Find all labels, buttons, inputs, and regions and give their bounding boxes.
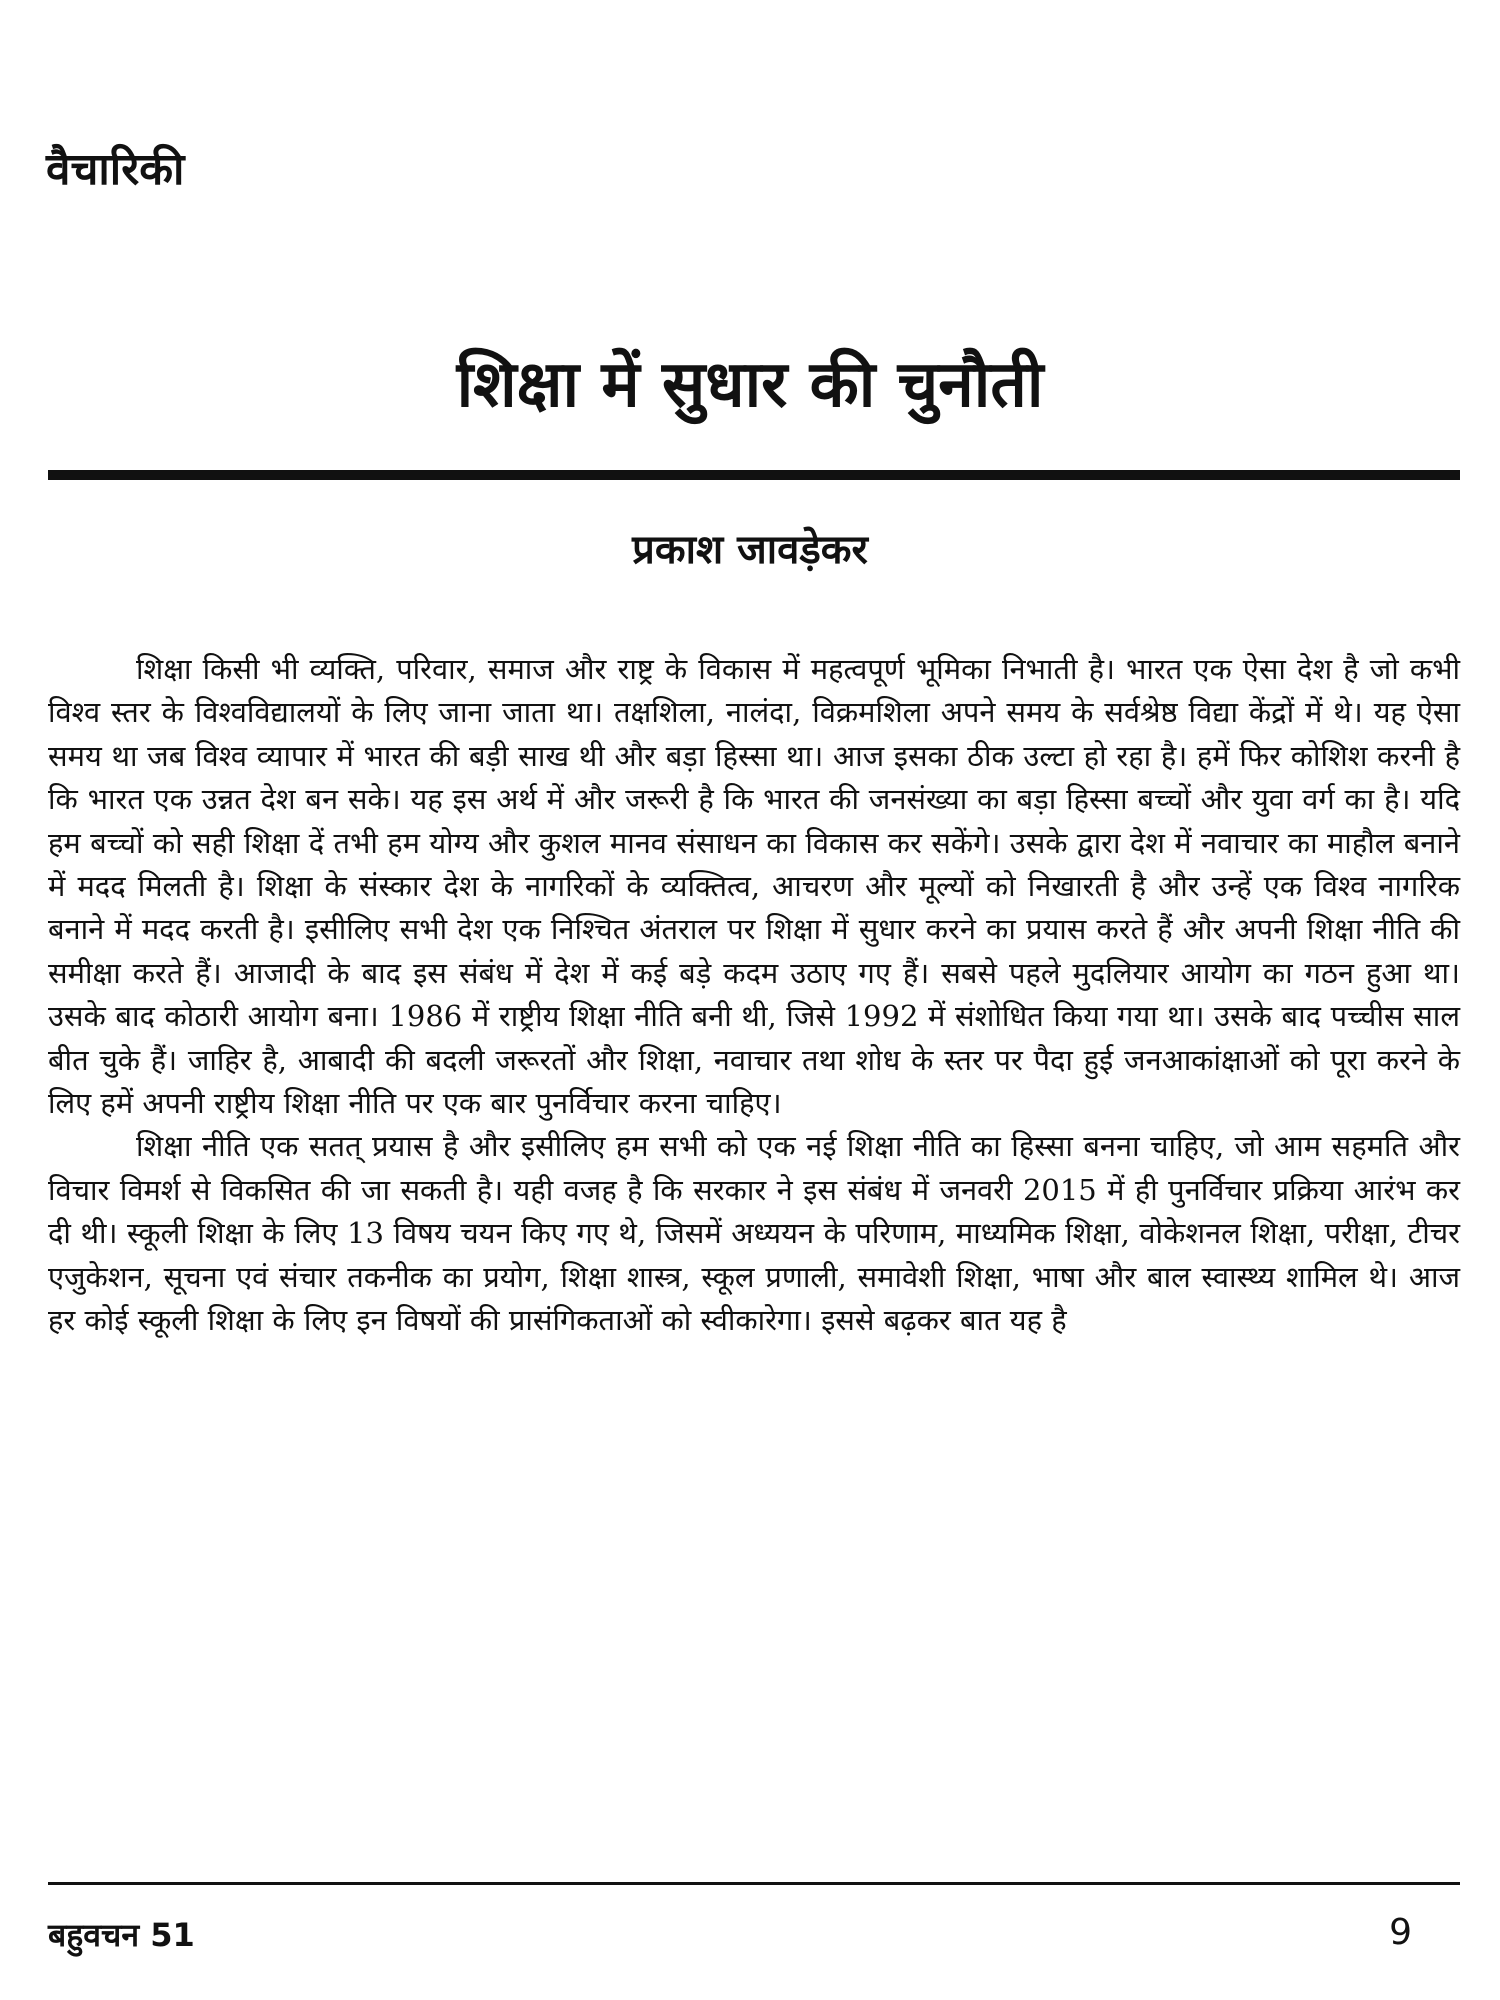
footer-divider [48,1882,1460,1885]
page-number: 9 [1389,1912,1412,1953]
title-divider [48,470,1460,480]
journal-issue: बहुवचन 51 [48,1916,195,1954]
article-author: प्रकाश जावड़ेकर [632,527,868,573]
article-body [48,648,1460,1343]
article-title: शिक्षा में सुधार की चुनौती [456,348,1044,422]
section-label: वैचारिकी [46,144,185,195]
body-paragraph: शिक्षा किसी भी व्यक्ति, परिवार, समाज और राष्ट्र के विकास में महत्वपूर्ण भूमिका निभाती है। भारत एक ऐसा देश है जो कभी विश्व स्तर के विश्वविद्यालयों के लिए जाना जाता था। तक्षशिला, नालंदा, विक्रमशिला अपने समय के सर्वश्रेष्ठ विद्या केंद्रों में थे। यह ऐसा समय था जब विश्व व्यापार में भारत की बड़ी साख थी और बड़ा हिस्सा था। आज इसका ठीक उल्टा हो रहा है। हमें फिर कोशिश करनी है कि भारत एक उन्नत देश बन सके। यह इस अर्थ में और जरूरी है कि भारत की जनसंख्या का बड़ा हिस्सा बच्चों और युवा वर्ग का है। यदि हम बच्चों को सही शिक्षा दें तभी हम योग्य और कुशल मानव संसाधन का विकास कर सकेंगे। उसके द्वारा देश में नवाचार का माहौल बनाने में मदद मिलती है। शिक्षा के संस्कार देश के नागरिकों के व्यक्तित्व, आचरण और मूल्यों को निखारती है और उन्हें एक विश्व नागरिक बनाने में मदद करती है। इसीलिए सभी देश एक निश्चित अंतराल पर शिक्षा में सुधार करने का प्रयास करते हैं और अपनी शिक्षा नीति की समीक्षा करते हैं। आजादी के बाद इस संबंध में देश में कई बड़े कदम उठाए गए हैं। सबसे पहले मुदलियार आयोग का गठन हुआ था। उसके बाद कोठारी आयोग बना। 1986 में राष्ट्रीय शिक्षा नीति बनी थी, जिसे 1992 में संशोधित किया गया था। उसके बाद पच्चीस साल बीत चुके हैं। जाहिर है, आबादी की बदली जरूरतों और शिक्षा, नवाचार तथा शोध के स्तर पर पैदा हुई जनआकांक्षाओं को पूरा करने के लिए हमें अपनी राष्ट्रीय शिक्षा नीति पर एक बार पुनर्विचार करना चाहिए। [48,652,1460,1121]
body-paragraph: शिक्षा नीति एक सतत् प्रयास है और इसीलिए हम सभी को एक नई शिक्षा नीति का हिस्सा बनना चाहिए, जो आम सहमति और विचार विमर्श से विकसित की जा सकती है। यही वजह है कि सरकार ने इस संबंध में जनवरी 2015 में ही पुनर्विचार प्रक्रिया आरंभ कर दी थी। स्कूली शिक्षा के लिए 13 विषय चयन किए गए थे, जिसमें अध्ययन के परिणाम, माध्यमिक शिक्षा, वोकेशनल शिक्षा, परीक्षा, टीचर एजुकेशन, सूचना एवं संचार तकनीक का प्रयोग, शिक्षा शास्त्र, स्कूल प्रणाली, समावेशी शिक्षा, भाषा और बाल स्वास्थ्य शामिल थे। आज हर कोई स्कूली शिक्षा के लिए इन विषयों की प्रासंगिकताओं को स्वीकारेगा। इससे बढ़कर बात यह है [48,1129,1460,1338]
